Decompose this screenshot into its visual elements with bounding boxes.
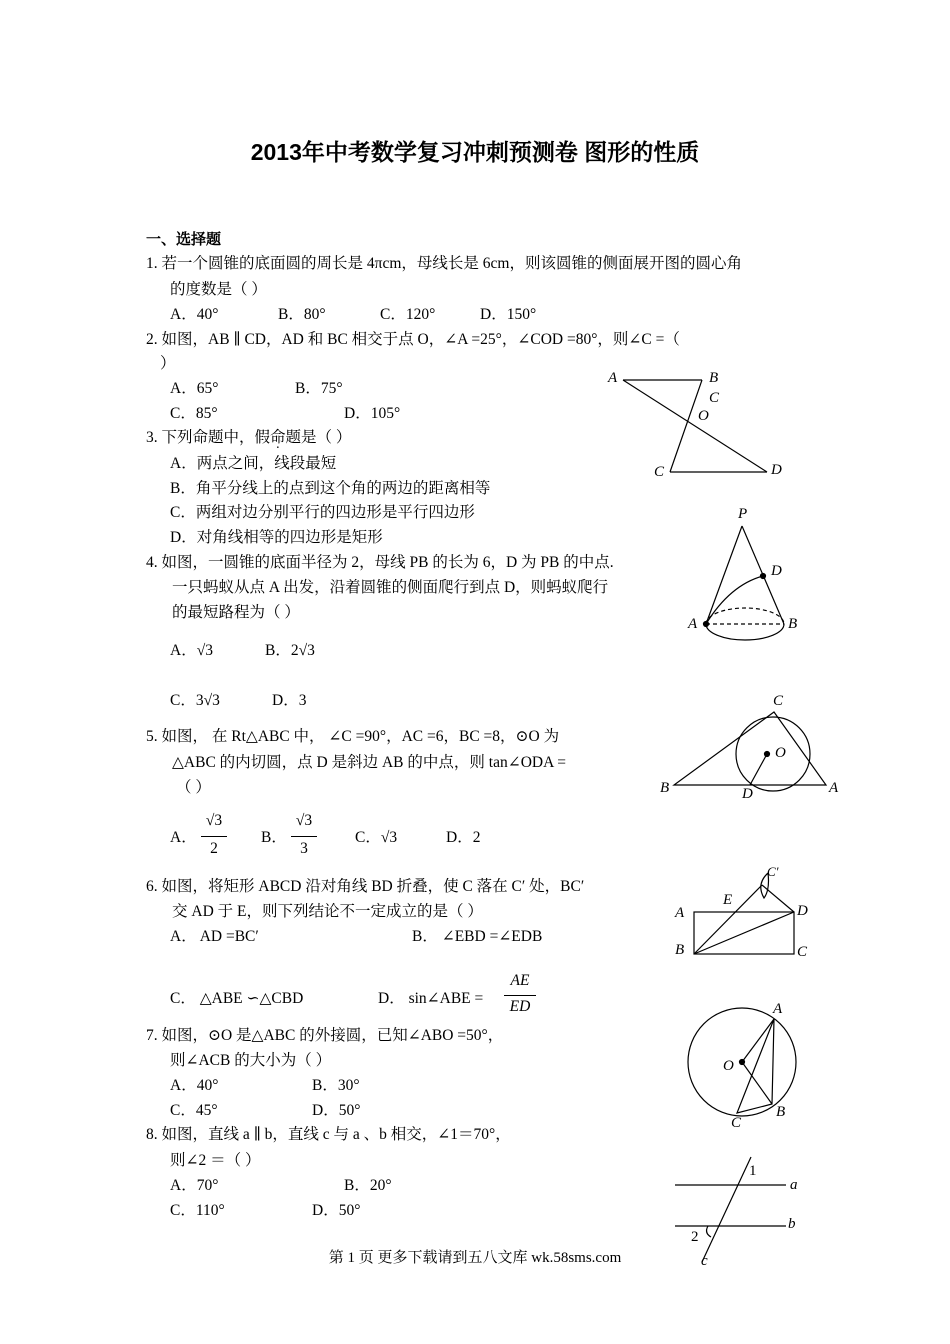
fig8-label-2: 2 bbox=[691, 1229, 699, 1245]
fig8-label-b: b bbox=[788, 1216, 796, 1232]
q5-option-c: C．√3 bbox=[355, 829, 398, 846]
q7-option-d: D．50° bbox=[312, 1102, 361, 1119]
figure-q4 bbox=[704, 526, 785, 640]
q4-option-a: A．√3 bbox=[170, 642, 213, 659]
fig7-label-c: C bbox=[731, 1115, 742, 1131]
q4-option-b: B．2√3 bbox=[265, 642, 315, 659]
fig7-label-b: B bbox=[776, 1104, 786, 1120]
q8-line1: 8. 如图，直线 a ∥ b，直线 c 与 a 、b 相交，∠1＝70°， bbox=[146, 1126, 511, 1143]
q8-option-d: D．50° bbox=[312, 1202, 361, 1219]
q5-fracA-num: √3 bbox=[205, 812, 223, 829]
q4-line3: 的最短路程为（ ） bbox=[172, 604, 300, 621]
figure-q6 bbox=[694, 873, 794, 954]
q2-line1: 2. 如图，AB ∥ CD，AD 和 BC 相交于点 O，∠A =25°，∠COD =80°，则∠C =（ bbox=[146, 331, 680, 348]
figure-q2 bbox=[623, 380, 767, 472]
q5-line2: △ABC 的内切圆，点 D 是斜边 AB 的中点，则 tan∠ODA = bbox=[172, 754, 567, 771]
fig5-label-c: C bbox=[773, 693, 784, 709]
q2-option-a: A．65° bbox=[170, 380, 219, 397]
q7-option-b: B．30° bbox=[312, 1077, 360, 1094]
q6-line1: 6. 如图，将矩形 ABCD 沿对角线 BD 折叠，使 C 落在 C′ 处，BC′ bbox=[146, 878, 585, 895]
q7-option-a: A．40° bbox=[170, 1077, 219, 1094]
q3-line1-pre: 3. 下列命题中， bbox=[146, 429, 255, 446]
q3-line1-post: 是（ ） bbox=[301, 429, 352, 446]
fig2-segment-bc bbox=[670, 380, 702, 472]
fig5-triangle bbox=[674, 712, 826, 785]
q3-option-b: B．角平分线上的点到这个角的两边的距离相等 bbox=[170, 480, 491, 497]
q5-fracB-num: √3 bbox=[295, 812, 313, 829]
q1-line2: 的度数是（ ） bbox=[170, 281, 267, 298]
fig4-base-back bbox=[706, 608, 784, 624]
fig2-label-d: D bbox=[771, 462, 782, 478]
q6-option-a: A． AD =BC′ bbox=[170, 928, 259, 945]
q2-option-d: D．105° bbox=[344, 405, 401, 422]
fig2-segment-ad bbox=[623, 380, 767, 472]
fig4-label-b: B bbox=[788, 616, 798, 632]
q1-option-a: A．40° bbox=[170, 306, 219, 323]
fig7-label-o: O bbox=[723, 1058, 734, 1074]
q4-option-c: C．3√3 bbox=[170, 692, 220, 709]
fig2-label-c2: C bbox=[654, 464, 665, 480]
fig7-label-a: A bbox=[773, 1001, 783, 1017]
fig8-label-1: 1 bbox=[749, 1163, 757, 1179]
fig8-label-c: c bbox=[701, 1253, 708, 1269]
fig6-diagonal-bd bbox=[694, 912, 794, 954]
section-heading: 一、选择题 bbox=[146, 232, 222, 248]
fig2-label-o: O bbox=[698, 408, 709, 424]
q7-line2: 则∠ACB 的大小为（ ） bbox=[170, 1052, 332, 1069]
fig6-label-a: A bbox=[675, 905, 685, 921]
q2-option-b: B．75° bbox=[295, 380, 343, 397]
fig4-label-a: A bbox=[688, 616, 698, 632]
fig5-segment-od bbox=[750, 754, 767, 785]
fig5-label-d: D bbox=[742, 786, 753, 802]
fig6-label-d: D bbox=[797, 903, 808, 919]
q7-line1: 7. 如图，⊙O 是△ABC 的外接圆，已知∠ABO =50°， bbox=[146, 1027, 504, 1044]
fig7-point-o bbox=[740, 1060, 745, 1065]
fig5-label-o: O bbox=[775, 745, 786, 761]
fig6-fold-cd bbox=[762, 885, 794, 912]
q4-line2: 一只蚂蚁从点 A 出发，沿着圆锥的侧面爬行到点 D，则蚂蚁爬行 bbox=[172, 579, 609, 596]
q6-line2: 交 AD 于 E，则下列结论不一定成立的是（ ） bbox=[172, 903, 483, 920]
fig4-slant-left bbox=[706, 526, 742, 624]
fig6-label-e: E bbox=[723, 892, 733, 908]
fig4-label-p: P bbox=[738, 506, 748, 522]
q8-option-a: A．70° bbox=[170, 1177, 219, 1194]
fig7-segment-ob bbox=[742, 1062, 772, 1104]
q7-option-c: C．45° bbox=[170, 1102, 218, 1119]
fig4-base-front bbox=[706, 624, 784, 640]
page-title: 2013年中考数学复习冲刺预测卷 图形的性质 bbox=[250, 139, 700, 165]
q4-line1: 4. 如图，一圆锥的底面半径为 2，母线 PB 的长为 6，D 为 PB 的中点. bbox=[146, 554, 614, 571]
page-footer: 第 1 页 更多下载请到五八文库 wk.58sms.com bbox=[328, 1250, 622, 1266]
figure-q5 bbox=[674, 712, 826, 791]
fig4-label-d: D bbox=[771, 563, 782, 579]
q1-line1: 1. 若一个圆锥的底面圆的周长是 4πcm，母线长是 6cm，则该圆锥的侧面展开图的圆心角 bbox=[146, 255, 742, 272]
q6-fracD-den: ED bbox=[509, 998, 531, 1015]
fig4-point-a bbox=[704, 622, 709, 627]
q3-emphasis: 假命题 bbox=[254, 429, 302, 446]
q1-option-d: D．150° bbox=[480, 306, 537, 323]
fig7-segment-oa bbox=[742, 1019, 774, 1062]
q8-option-b: B．20° bbox=[344, 1177, 392, 1194]
q6-fracD-num: AE bbox=[510, 972, 530, 989]
q3-option-c: C．两组对边分别平行的四边形是平行四边形 bbox=[170, 504, 475, 521]
fig5-incircle bbox=[736, 717, 810, 791]
fig6-label-c: C bbox=[797, 944, 808, 960]
fig4-point-d bbox=[761, 574, 766, 579]
q5-line3: （ ） bbox=[176, 779, 211, 796]
q4-option-d: D．3 bbox=[272, 692, 307, 709]
q8-option-c: C．110° bbox=[170, 1202, 225, 1219]
q3-option-d: D．对角线相等的四边形是矩形 bbox=[170, 529, 383, 546]
figure-q7 bbox=[688, 1008, 796, 1116]
q5-option-a: A． bbox=[170, 829, 197, 846]
q8-line2: 则∠2 ＝（ ） bbox=[170, 1152, 261, 1169]
fig8-angle-2 bbox=[707, 1226, 711, 1237]
fig2-label-c: C bbox=[709, 390, 720, 406]
fig5-point-o bbox=[765, 752, 770, 757]
q6-option-d: D． sin∠ABE = bbox=[378, 990, 484, 1007]
fig5-label-a: A bbox=[829, 780, 839, 796]
q5-option-b: B． bbox=[261, 829, 287, 846]
fig2-label-a: A bbox=[608, 370, 618, 386]
q1-option-b: B．80° bbox=[278, 306, 326, 323]
q5-option-d: D．2 bbox=[446, 829, 481, 846]
q2-option-c: C．85° bbox=[170, 405, 218, 422]
fig5-label-b: B bbox=[660, 780, 670, 796]
q1-option-c: C．120° bbox=[380, 306, 436, 323]
q5-fracB-den: 3 bbox=[300, 840, 308, 857]
q2-line2: ） bbox=[160, 355, 176, 372]
q3-option-a: A．两点之间，线段最短 bbox=[170, 455, 337, 472]
fig6-label-cprime: C′ bbox=[767, 864, 779, 879]
q6-option-c: C． △ABE ∽△CBD bbox=[170, 990, 304, 1007]
fig6-label-b: B bbox=[675, 942, 685, 958]
fig8-label-a: a bbox=[790, 1177, 798, 1193]
q5-line1: 5. 如图， 在 Rt△ABC 中， ∠C =90°，AC =6，BC =8，⊙O 为 bbox=[146, 728, 560, 745]
q6-option-b: B． ∠EBD =∠EDB bbox=[412, 928, 543, 945]
fig2-label-b: B bbox=[709, 370, 719, 386]
q5-fracA-den: 2 bbox=[210, 840, 218, 857]
